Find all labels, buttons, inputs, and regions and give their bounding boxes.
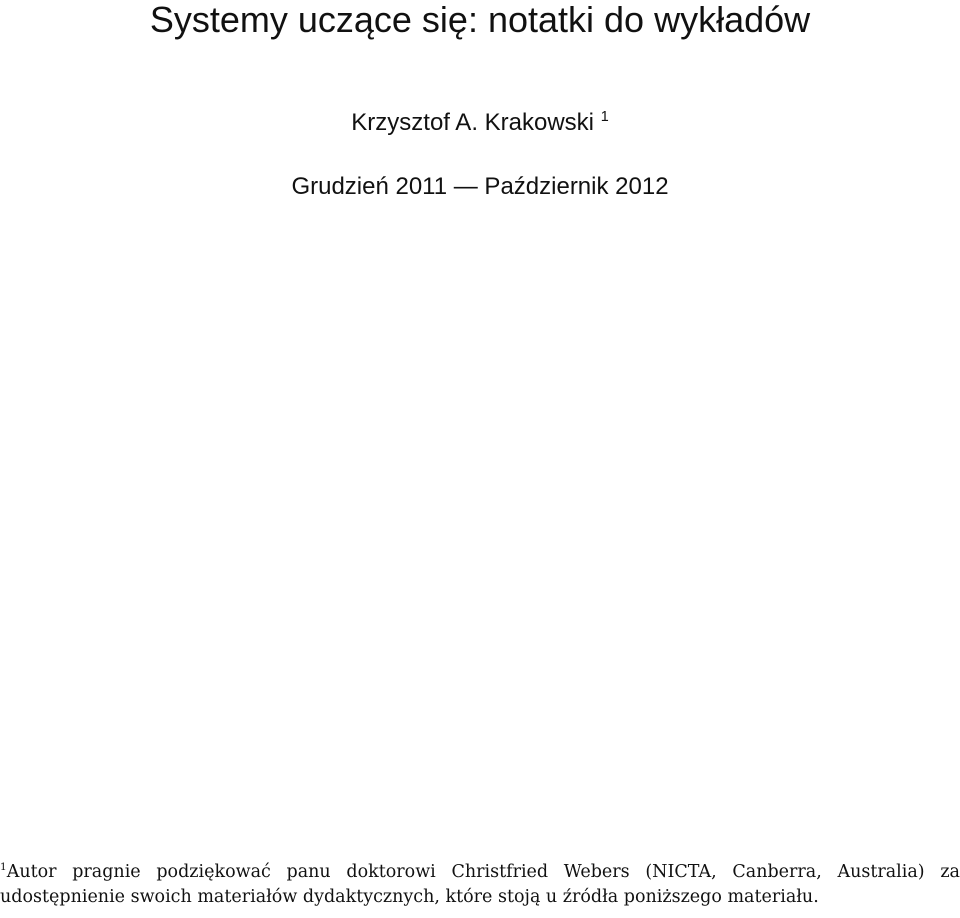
footnote-mark: 1 (0, 861, 7, 874)
author-line (0, 108, 960, 138)
author-name: Krzysztof A. Krakowski (351, 109, 595, 136)
footnote-line-2: udostępnienie swoich materiałów dydaktycznych, które stoją u źródła poniższego materiału. (0, 887, 819, 907)
author-footnote-mark: 1 (600, 109, 609, 125)
document-title: Systemy uczące się: notatki do wykładów (149, 0, 811, 40)
footnote-line-1 (0, 860, 960, 885)
footnote (0, 860, 960, 910)
document-date: Grudzień 2011 — Październik 2012 (291, 173, 669, 200)
footnote-text-1: Autor pragnie podziękować panu doktorowi Christfried Webers (NICTA, Canberra, Australia) za (6, 862, 960, 882)
